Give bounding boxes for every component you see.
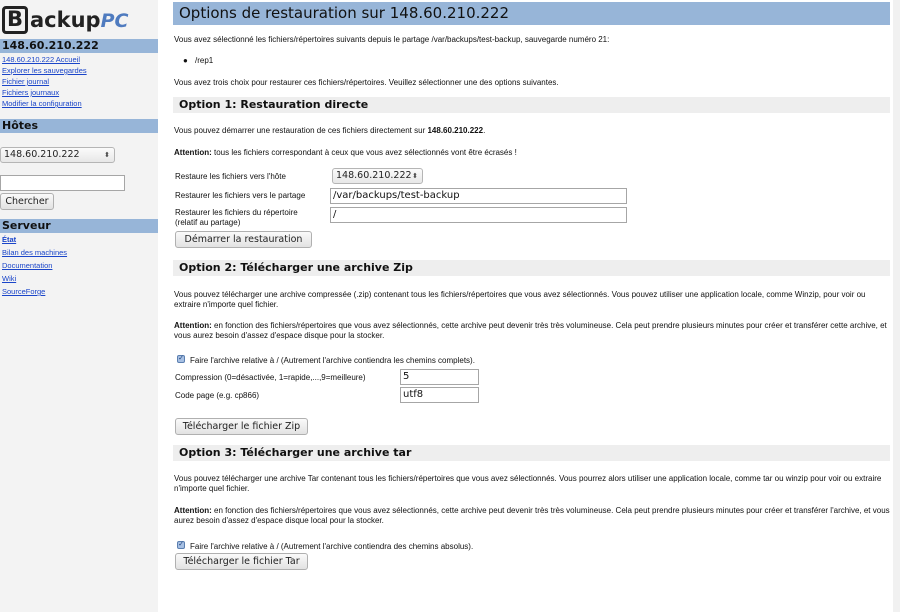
compression-label: Compression (0=désactivée, 1=rapide,...,9=meilleure) [175,373,366,382]
restore-share-input[interactable]: /var/backups/test-backup [330,188,627,204]
scrollbar-track[interactable] [893,0,900,612]
logo-ackup: ackup [30,8,101,32]
download-zip-button[interactable]: Télécharger le fichier Zip [175,418,308,435]
page-title: Options de restauration sur 148.60.210.222 [173,2,890,25]
codepage-label: Code page (e.g. cp866) [175,391,260,400]
host-select-value: 148.60.210.222 [4,149,80,160]
selected-item: /rep1 [195,56,214,65]
log-files-link[interactable]: Fichiers journaux [2,88,60,97]
option2-warning-text: en fonction des fichiers/répertoires que vous avez sélectionnés, cette archive peut devenir très très volumineuse. Cela peut prendre plusieurs minutes pour créer et transférer cette archive, et vous aurez besoin d'assez d'espace disque pour la stocker. [174,321,887,340]
tar-relative-label: Faire l'archive relative à / (Autrement l'archive contiendra des chemins absolus). [190,542,474,551]
intro-text: Vous avez sélectionné les fichiers/répertoires suivants depuis le partage /var/backups/test-backup, sauvegarde numéro 21: [174,35,610,44]
wiki-link[interactable]: Wiki [2,274,17,283]
logo-b: B [2,6,28,34]
option1-desc-suffix: . [483,126,486,135]
option3-desc: Vous pouvez télécharger une archive Tar contenant tous les fichiers/répertoires que vous avez sélectionnés. Vous pourrez alors utiliser une application locale, comme tar ou winzip pour voir ou extraire n'importe quel fichier. [174,474,882,493]
host-home-link[interactable]: 148.60.210.222 Accueil [2,55,80,64]
sourceforge-link[interactable]: SourceForge [2,287,46,296]
edit-config-link[interactable]: Modifier la configuration [2,99,82,108]
select-arrows-icon: ⬍ [104,151,110,159]
option1-desc [174,126,890,136]
bullet-icon: ● [183,56,188,65]
option2-warning [174,321,890,341]
select-arrows-icon: ⬍ [412,172,418,180]
logo-pc: PC [100,10,129,32]
host-select[interactable] [0,147,115,163]
browse-backups-link[interactable]: Explorer les sauvegardes [2,66,87,75]
server-title: Serveur [0,219,158,233]
option3-warning [174,506,890,526]
documentation-link[interactable]: Documentation [2,261,53,270]
option1-desc-prefix: Vous pouvez démarrer une restauration de ces fichiers directement sur [174,126,428,135]
restore-host-value: 148.60.210.222 [336,170,412,181]
option3-warning-text: en fonction des fichiers/répertoires que vous avez sélectionnés, cette archive peut devenir très très volumineuse. Cela peut prendre plusieurs minutes pour créer et transférer l'archive, et vous aurez besoin d'assez d'espace disque local pour la stocker. [174,506,890,525]
search-input[interactable] [0,175,125,191]
tar-relative-checkbox[interactable]: ✓ [178,541,184,548]
option3-title: Option 3: Télécharger une archive tar [173,445,890,461]
codepage-input[interactable]: utf8 [400,387,479,403]
zip-relative-checkbox[interactable]: ✓ [178,355,184,362]
option1-warning [174,148,890,158]
restore-dir-input[interactable]: / [330,207,627,223]
start-restore-button[interactable]: Démarrer la restauration [175,231,312,248]
compression-input[interactable]: 5 [400,369,479,385]
host-title: 148.60.210.222 [0,39,158,53]
log-file-link[interactable]: Fichier journal [2,77,50,86]
host-summary-link[interactable]: Bilan des machines [2,248,68,257]
restore-host-label: Restaure les fichiers vers l'hôte [175,172,286,181]
backuppc-logo[interactable] [2,6,152,34]
option2-warning-label: Attention: [174,321,212,330]
restore-host-select[interactable] [332,168,423,184]
option3-warning-label: Attention: [174,506,212,515]
hosts-title: Hôtes [0,119,158,133]
restore-share-label: Restaurer les fichiers vers le partage [175,191,306,200]
option1-desc-host: 148.60.210.222 [427,126,484,135]
download-tar-button[interactable]: Télécharger le fichier Tar [175,553,308,570]
logo-text [30,8,128,33]
zip-relative-label: Faire l'archive relative à / (Autrement l'archive contiendra les chemins complets). [190,356,475,365]
restore-dir-label: Restaurer les fichiers du répertoire [175,208,298,217]
restore-dir-sublabel: (relatif au partage) [175,218,241,227]
option1-title: Option 1: Restauration directe [173,97,890,113]
option2-title: Option 2: Télécharger une archive Zip [173,260,890,276]
search-button[interactable]: Chercher [0,193,54,210]
sidebar [0,0,158,612]
option1-warning-label: Attention: [174,148,212,157]
status-link[interactable]: État [2,235,17,244]
choices-text: Vous avez trois choix pour restaurer ces fichiers/répertoires. Veuillez sélectionner une des options suivantes. [174,78,559,87]
option2-desc: Vous pouvez télécharger une archive compressée (.zip) contenant tous les fichiers/répertoires que vous avez sélectionnés. Vous pouvez utiliser une application locale, comme Winzip, pour voir ou extraire n'importe quel fichier. [174,290,866,309]
option1-warning-text: tous les fichiers correspondant à ceux que vous avez sélectionnés vont être écrasés ! [211,148,517,157]
